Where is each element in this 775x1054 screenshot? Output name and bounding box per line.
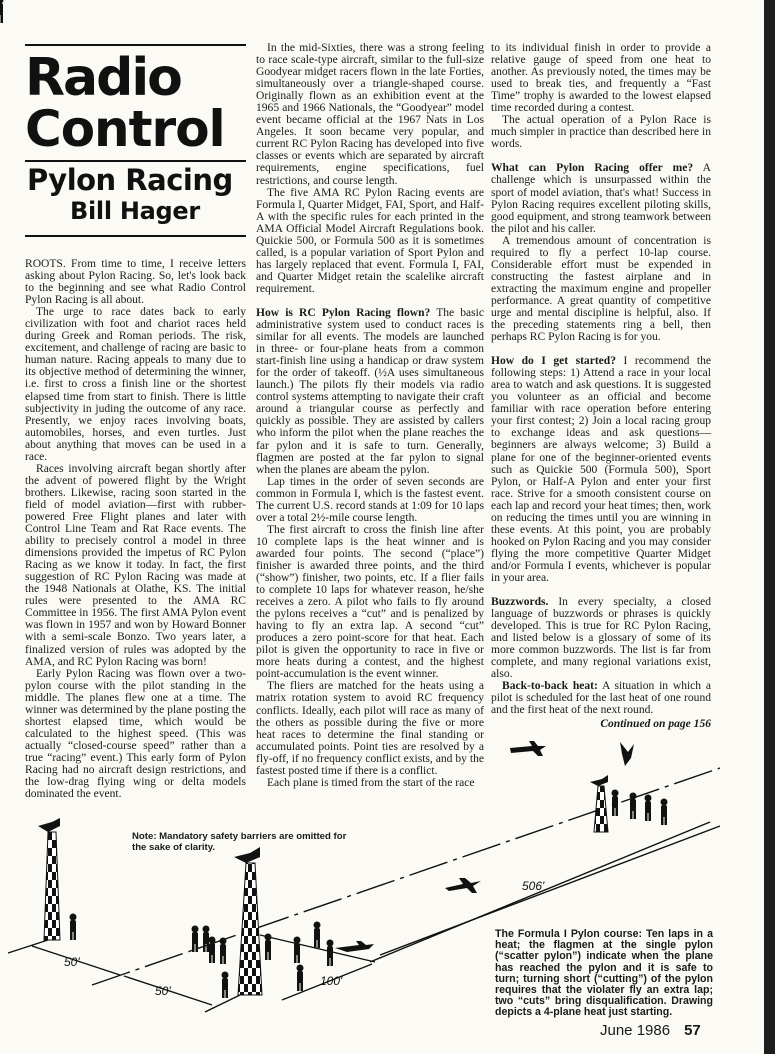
diagram-caption: The Formula I Pylon course: Ten laps in a heat; the flagmen at the single pylon (“scatter pylon”) indicate when the plane has reached the pylon and it is safe to turn; turning short (“cutting”) of the pylon requires that the violater fly an extra lap; two “cuts” bring disqualification. Drawing depicts a 4-plane heat just starting.	[495, 928, 713, 1019]
paragraph: Races involving aircraft began shortly after the advent of powered flight by the Wright brothers. Likewise, racing soon started in the field of model aviation—first with rubber-powered Free Flight planes and later with Control Line Team and Rat Race events. The ability to precisely control a model in three dimensions provided the impetus of RC Pylon Racing as we know it today. In fact, the first suggestion of RC Pylon Racing was made at the 1948 Nationals at Olathe, KS. The initial rules were presented to the AMA RC Committee in 1956. The first AMA Pylon event was flown in 1957 and won by Howard Bonner with a semi-scale Bonzo. Two years later, a finalized version of rules was adopted by the AMA, and RC Pylon Racing was born!	[25, 462, 246, 668]
column-middle	[256, 42, 484, 789]
paragraph	[491, 680, 711, 716]
paragraph-text: In every specialty, a closed language of buzzwords or phrases is quickly developed. This is true for RC Pylon Racing, and listed below is a glossary of some of its more common buzzwords. The list is far from complete, and many regional variations exist, also.	[491, 596, 711, 681]
glossary-term: Back-to-back heat:	[502, 680, 598, 693]
column-left	[25, 258, 246, 800]
subheading: What can Pylon Racing offer me?	[491, 162, 694, 175]
paragraph	[491, 162, 711, 234]
paragraph	[491, 355, 711, 584]
paragraph: Early Pylon Racing was flown over a two-pylon course with the pilot standing in the middle. The planes flew one at a time. The winner was determined by the plane posting the shortest elapsed time, which would be calculated to the highest speed. (This was actually “closed-course speed” rather than a true “racing” event.) This early form of Pylon Racing had no aircraft design restrictions, and the low-drag flying wing or delta models dominated the event.	[25, 667, 246, 801]
paragraph: to its individual finish in order to provide a relative gauge of speed from one heat to another. As previously noted, the times may be used to break ties, and frequently a “Fast Time” trophy is awarded to the lowest elapsed time recorded during a contest.	[491, 42, 711, 115]
subheading: Buzzwords.	[491, 596, 549, 609]
issue-date: June 1986	[600, 1022, 671, 1039]
paragraph: The urge to race dates back to early civilization with foot and chariot races held during Greek and Roman periods. The risk, excitement, and challenge of racing are basic to human nature. Racing appeals to many due to its objective method of determining the winner, i.e. first to cross a finish line or the shortest elapsed time from start to finish. There is little subjectivity in juding the outcome of any race. Presently, we enjoy races involving boats, automobiles, horses, and even turtles. Just about anything that moves can be used in a race.	[25, 306, 246, 463]
title-rule-top	[25, 44, 246, 46]
continued-link[interactable]: Continued on page 156	[600, 718, 711, 731]
subheading: How is RC Pylon Racing flown?	[256, 306, 431, 319]
paragraph: A tremendous amount of concentration is required to fly a perfect 10-lap course. Considerable effort must be expended in constructing the fastest airplane and in extracting the maximum engine and propeller performance. A great quantity of competitive urge and mental discipline is helpful, also. If the preceding statements ring a bell, then perhaps RC Pylon Racing is for you.	[491, 234, 711, 344]
page-number: 57	[684, 1022, 701, 1039]
paragraph	[491, 596, 711, 680]
subheading: How do I get started?	[491, 355, 616, 368]
pylon-left-icon	[38, 818, 60, 940]
paragraph: Lap times in the order of seven seconds are common in Formula I, which is the fastest event. The current U.S. record stands at 1:09 for 10 laps over a total 2½-mile course length.	[256, 475, 484, 524]
title-rule-bottom	[25, 235, 246, 237]
paragraph: In the mid-Sixties, there was a strong feeling to race scale-type aircraft, similar to the full-size Goodyear midget racers flown in the late Forties, simultaneously over a triangle-shaped course. Originally flown as an exhibition event at the 1965 and 1966 Nationals, the “Goodyear” model event became official at the 1967 Nats in Los Angeles. It soon became very popular, and current RC Pylon Racing has developed into five classes or events which are separated by aircraft requirements, engine specifications, fuel restrictions, and course length.	[256, 42, 484, 187]
section-kicker-radio: Radio	[25, 48, 181, 108]
dim-label-100: 100'	[320, 974, 343, 988]
paragraph: The actual operation of a Pylon Race is much simpler in practice than described here in words.	[491, 114, 711, 151]
paragraph: The fliers are matched for the heats using a matrix rotation system to avoid RC frequency conflicts. Ideally, each pilot will race as many of the others as possible during the five or more heat races to determine the final standing or accumulated points. Point ties are resolved by a fly-off, if no frequency conflict exists, and by the fastest posted time if there is a conflict.	[256, 680, 484, 777]
paragraph: Each plane is timed from the start of the race	[267, 776, 475, 789]
title-rule-mid	[25, 160, 246, 162]
pylon-far-icon	[590, 775, 608, 832]
dim-label-50-a: 50'	[64, 955, 80, 969]
dim-label-50-b: 50'	[155, 984, 171, 998]
article-title: Pylon Racing	[27, 163, 233, 197]
column-right	[491, 42, 711, 731]
pylon-center-icon	[234, 847, 262, 995]
page-footer	[600, 1022, 701, 1039]
paragraph-text: A challenge which is unsurpassed within the sport of model aviation, that's what! Success in Pylon Racing requires excellent piloting skills, good equipment, and strong teamwork between the pilot and his caller.	[491, 162, 711, 235]
paragraph: ROOTS. From time to time, I receive letters asking about Pylon Racing. So, let's look back to the beginning and see what Radio Control Pylon Racing is all about.	[25, 258, 246, 307]
paragraph: The first aircraft to cross the finish line after 10 complete laps is the heat winner and is awarded four points. The second (“place”) finisher is awarded three points, and the third (“show”) finisher, two points, etc. If a flier fails to complete 10 laps for whatever reason, he/she receives a zero. A pilot who fails to fly around the pylons receives a “cut” and is penalized by having to fly an extra lap. A second “cut” produces a zero point-score for that heat. Each pilot is given the opportunity to race in five or more heats during a contest, and the highest point-accumulation is the event winner.	[256, 523, 484, 681]
article-author: Bill Hager	[70, 197, 200, 225]
dim-label-506: 506'	[522, 879, 545, 893]
paragraph	[256, 307, 484, 476]
glossary-definition: A situation in which a pilot is scheduled for the last heat of one round and the first heat of the next round.	[491, 680, 711, 717]
section-kicker-control: Control	[25, 100, 225, 158]
course-line-left	[8, 940, 48, 953]
paragraph-text: The basic administrative system used to conduct races is similar for all events. The models are launched in three- or four-plane heats from a common start-finish line using a handicap or draw system for the order of takeoff. (½A uses simultaneous launch.) The pilots fly their models via radio control systems attempting to navigate their craft around a triangular course as perfectly and quickly as possible. They are assisted by callers who inform the pilot when the plane reaches the far pylon and it is safe to turn. Generally, flagmen are posted at the far pylon to signal when the planes are abeam the pylon.	[256, 306, 484, 476]
paragraph-text: I recommend the following steps: 1) Attend a race in your local area to watch and ask questions. It is suggested you volunteer as an official and become familiar with race operation before entering your first contest; 2) Join a local racing group to exchange ideas and ask questions—beginners are always welcome; 3) Build a plane for one of the beginner-oriented events such as Quickie 500 (Formula 500), Sport Pylon, or Half-A Pylon and enter your first race. Strive for a smooth consistent course on each lap and record your heat times; then, work on reducing the times until you are winning in these events. At this point, you are probably hooked on Pylon Racing and you may consider flying the more competitive Quarter Midget and/or Formula I events, whichever is popular in your area.	[491, 355, 711, 584]
diagram-note: Note: Mandatory safety barriers are omitted for the sake of clarity.	[132, 831, 347, 853]
paragraph: The five AMA RC Pylon Racing events are Formula I, Quarter Midget, FAI, Sport, and Half-A with the specific rules for each printed in the AMA Official Model Aircraft Regulations book. Quickie 500, or Formula 500 as it is sometimes called, is a popular variation of Sport Pylon and has largely replaced that event. Formula I, FAI, and Quarter Midget retain the scalelike aircraft requirement.	[256, 186, 484, 295]
